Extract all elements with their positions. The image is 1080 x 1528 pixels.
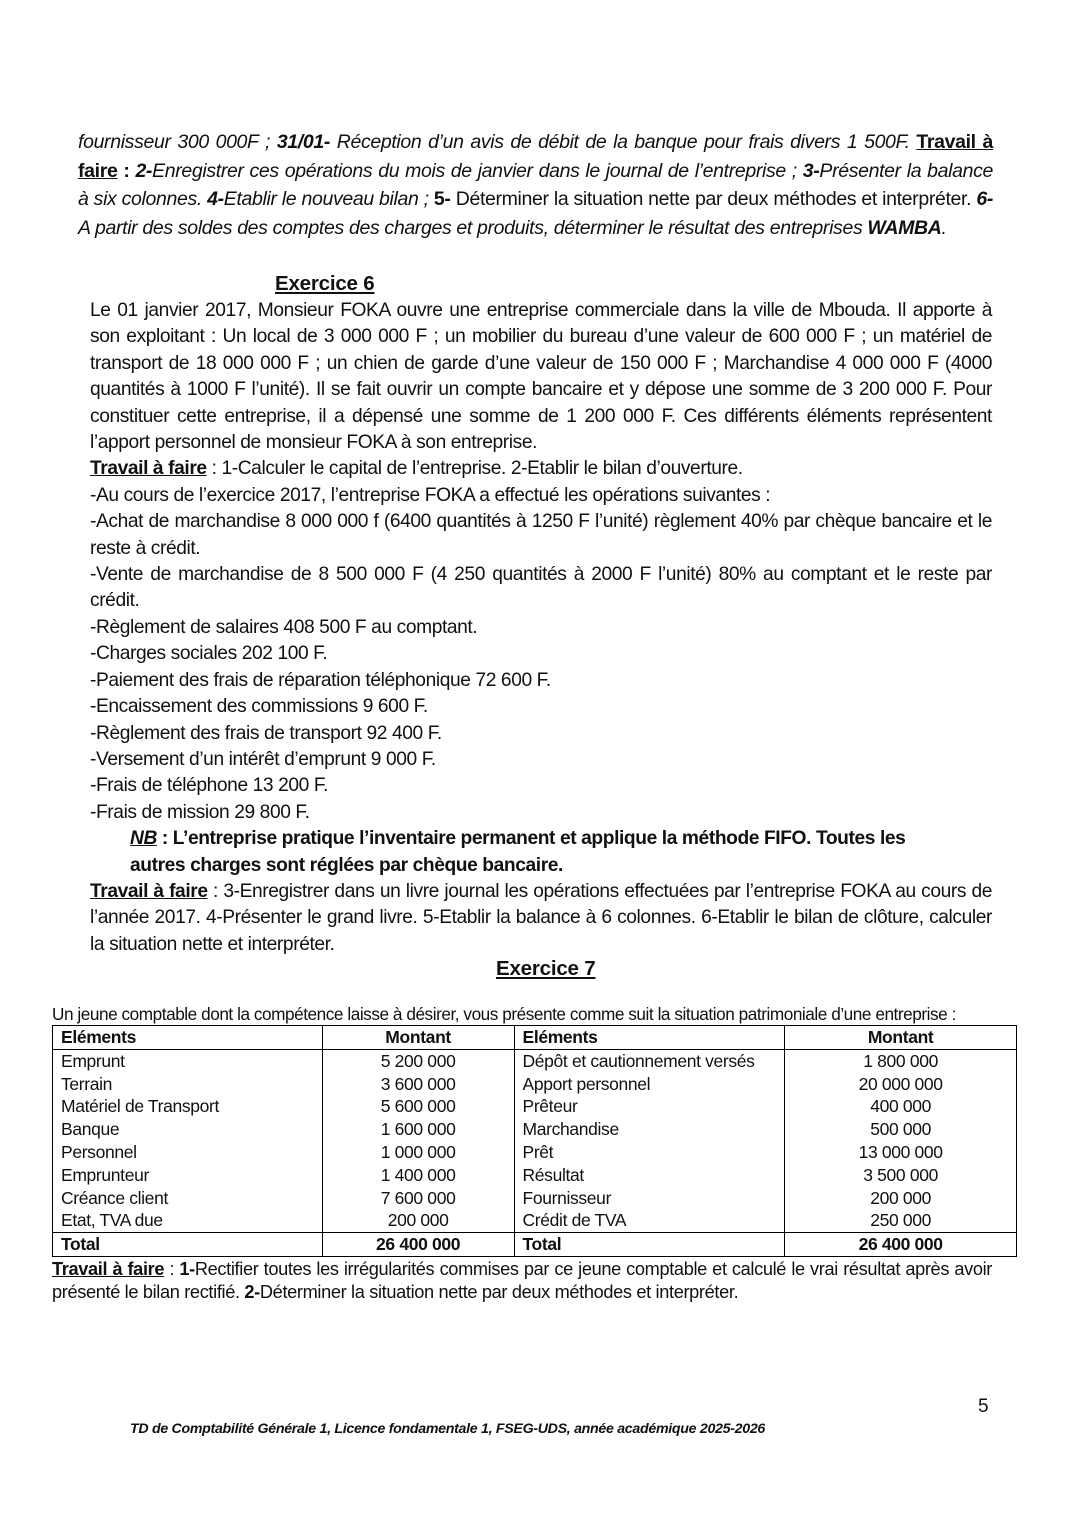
amount-cell: 3 500 000 <box>785 1164 1017 1187</box>
exercise-7-intro: Un jeune comptable dont la compétence laisse à désirer, vous présente comme suit la situation patrimoniale d’une entreprise : <box>52 1004 956 1024</box>
operation-line: -Frais de mission 29 800 F. <box>90 801 310 823</box>
task-label: Travail à faire <box>52 1259 165 1279</box>
exercise-7-task <box>52 1258 992 1305</box>
operation-line: -Paiement des frais de réparation téléphonique 72 600 F. <box>90 669 551 691</box>
exercise-6-task-2 <box>90 879 992 958</box>
operation-line: -Règlement des frais de transport 92 400 F. <box>90 722 442 744</box>
amount-cell: 1 000 000 <box>322 1141 514 1164</box>
operation-line: -Encaissement des commissions 9 600 F. <box>90 696 428 718</box>
amount-cell: 1 600 000 <box>322 1118 514 1141</box>
element-cell: Fournisseur <box>514 1187 785 1210</box>
table-body <box>53 1049 1017 1232</box>
intro-text: fournisseur 300 000F ; <box>78 131 277 153</box>
intro-text: Déterminer la situation nette par deux méthodes et interpréter. <box>450 188 977 211</box>
intro-text: Enregistrer ces opérations du mois de janvier dans le journal de l’entreprise ; <box>152 159 803 182</box>
table-row <box>53 1049 1017 1072</box>
element-cell: Emprunteur <box>53 1164 323 1187</box>
nb-text: : L’entreprise pratique l’inventaire permanent et applique la méthode FIFO. Toutes les <box>156 828 906 850</box>
amount-cell: 5 200 000 <box>322 1049 514 1072</box>
nb-label: NB <box>130 828 157 850</box>
table-row <box>53 1141 1017 1164</box>
element-cell: Terrain <box>53 1073 323 1096</box>
task-number: 1- <box>179 1259 195 1279</box>
task-text: : 1-Calculer le capital de l’entreprise. 2-Etablir le bilan d’ouverture. <box>206 458 743 480</box>
exercise-6-statement: Le 01 janvier 2017, Monsieur FOKA ouvre une entreprise commerciale dans la ville de Mbouda. Il apporte à son exploitant : Un local de 3 000 000 F ; un mobilier du bureau d’une valeur de 600 000 F ; un matériel de transport de 18 000 000 F ; un chien de garde d’une valeur de 150 000 F ; Marchandise 4 000 000 F (4000 quantités à 1000 F l’unité). Il se fait ouvrir un compte bancaire et y dépose une somme de 3 200 000 F. Pour constituer cette entreprise, il a dépensé une somme de 1 200 000 F. Ces différents éléments représentent l’apport personnel de monsieur FOKA à son entreprise. <box>90 300 992 454</box>
table-row <box>53 1164 1017 1187</box>
page-number: 5 <box>978 1396 989 1417</box>
operation-line: -Versement d’un intérêt d’emprunt 9 000 F. <box>90 748 436 770</box>
element-cell: Résultat <box>514 1164 785 1187</box>
exercise-7-title: Exercice 7 <box>496 957 596 980</box>
task-text: Rectifier toutes les irrégularités commises par ce jeune comptable et calculé le vrai résultat après avoir présenté le bilan rectifié. <box>52 1259 992 1303</box>
element-cell: Prêteur <box>514 1095 785 1118</box>
intro-text: . <box>941 216 947 239</box>
intro-colon: : <box>117 159 130 182</box>
amount-cell: 20 000 000 <box>785 1073 1017 1096</box>
element-cell: Banque <box>53 1118 323 1141</box>
total-label: Total <box>514 1233 785 1257</box>
task-number: 6- <box>976 188 993 211</box>
column-header: Eléments <box>514 1026 785 1050</box>
amount-cell: 3 600 000 <box>322 1073 514 1096</box>
amount-cell: 200 000 <box>785 1187 1017 1210</box>
intro-text: A partir des soldes des comptes des charges et produits, déterminer le résultat des entreprises <box>78 216 868 239</box>
exercise-6-title: Exercice 6 <box>275 272 375 295</box>
element-cell: Emprunt <box>53 1049 323 1072</box>
element-cell: Prêt <box>514 1141 785 1164</box>
task-text: : 3-Enregistrer dans un livre journal les opérations effectuées par l’entreprise FOKA au cours de l’année 2017. 4-Présenter le grand livre. 5-Etablir la balance à 6 colonnes. 6-Etablir le bilan de clôture, calculer la situation nette et interpréter. <box>90 880 992 955</box>
task-number: 4- <box>207 188 224 211</box>
table-row <box>53 1209 1017 1232</box>
task-number: 3- <box>802 159 820 182</box>
element-cell: Apport personnel <box>514 1073 785 1096</box>
column-header: Montant <box>785 1026 1017 1050</box>
operation-line: -Au cours de l’exercice 2017, l’entreprise FOKA a effectué les opérations suivantes : <box>90 484 771 506</box>
element-cell: Crédit de TVA <box>514 1209 785 1232</box>
operation-line: -Règlement de salaires 408 500 F au comptant. <box>90 616 478 638</box>
exercise-6-body <box>90 298 992 958</box>
amount-cell: 5 600 000 <box>322 1095 514 1118</box>
task-number: 2- <box>244 1282 260 1303</box>
column-header: Eléments <box>53 1026 323 1050</box>
exercise-5-continuation <box>78 128 993 242</box>
intro-text: Présenter la balance à six colonnes. <box>78 159 993 211</box>
nb-text: autres charges sont réglées par chèque bancaire. <box>130 854 563 876</box>
company-name: WAMBA <box>867 216 942 239</box>
element-cell: Etat, TVA due <box>53 1209 323 1232</box>
amount-cell: 13 000 000 <box>785 1141 1017 1164</box>
total-amount: 26 400 000 <box>322 1233 514 1257</box>
task-label: Travail à faire <box>90 880 208 902</box>
element-cell: Dépôt et cautionnement versés <box>514 1049 785 1072</box>
task-label: Travail à faire <box>90 458 207 480</box>
operation-line: -Achat de marchandise 8 000 000 f (6400 quantités à 1250 F l’unité) règlement 40% par chèque bancaire et le reste à crédit. <box>90 511 992 559</box>
amount-cell: 1 800 000 <box>785 1049 1017 1072</box>
table-row <box>53 1073 1017 1096</box>
element-cell: Personnel <box>53 1141 323 1164</box>
amount-cell: 1 400 000 <box>322 1164 514 1187</box>
operation-line: -Vente de marchandise de 8 500 000 F (4 250 quantités à 2000 F l’unité) 80% au comptant et le reste par crédit. <box>90 564 992 612</box>
amount-cell: 250 000 <box>785 1209 1017 1232</box>
intro-text: Réception d’un avis de débit de la banque pour frais divers 1 500F. <box>330 131 917 153</box>
page-footer: TD de Comptabilité Générale 1, Licence fondamentale 1, FSEG-UDS, année académique 2025-2026 <box>130 1421 766 1437</box>
task-number: 5- <box>433 188 451 211</box>
element-cell: Créance client <box>53 1187 323 1210</box>
amount-cell: 7 600 000 <box>322 1187 514 1210</box>
total-label: Total <box>53 1233 323 1257</box>
table-row <box>53 1118 1017 1141</box>
element-cell: Marchandise <box>514 1118 785 1141</box>
amount-cell: 200 000 <box>322 1209 514 1232</box>
exercise-6-task-1 <box>90 456 992 482</box>
total-row <box>53 1233 1017 1257</box>
balance-sheet-table <box>52 1025 1017 1257</box>
table-row <box>53 1095 1017 1118</box>
intro-text: Etablir le nouveau bilan ; <box>223 188 434 211</box>
total-amount: 26 400 000 <box>785 1233 1017 1257</box>
operation-line: -Frais de téléphone 13 200 F. <box>90 775 328 797</box>
table-header-row <box>53 1026 1017 1050</box>
operation-line: -Charges sociales 202 100 F. <box>90 643 328 665</box>
amount-cell: 500 000 <box>785 1118 1017 1141</box>
element-cell: Matériel de Transport <box>53 1095 323 1118</box>
amount-cell: 400 000 <box>785 1095 1017 1118</box>
task-text: Déterminer la situation nette par deux méthodes et interpréter. <box>259 1282 739 1303</box>
task-label: Travail à faire <box>78 131 993 182</box>
task-text: : <box>164 1259 180 1279</box>
nb-note <box>130 826 992 879</box>
column-header: Montant <box>322 1026 514 1050</box>
table-row <box>53 1187 1017 1210</box>
task-number: 2- <box>135 159 153 182</box>
intro-date: 31/01- <box>276 131 331 153</box>
